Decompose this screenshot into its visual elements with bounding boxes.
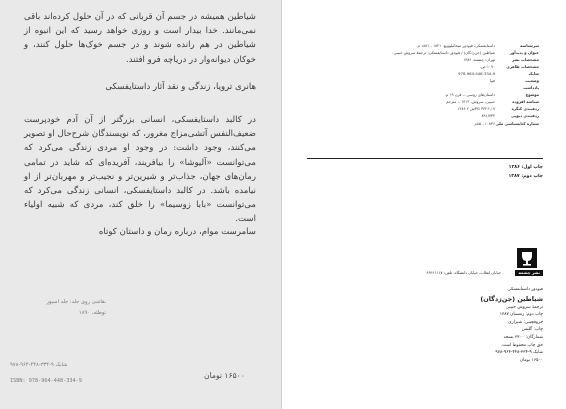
- colophon-translator: ترجمهٔ سروش حبیبی: [505, 304, 543, 310]
- cip-label: مشخصات نشر: [512, 57, 539, 63]
- cip-label: ردهبندی کنگره: [511, 106, 539, 112]
- colophon-printing: چاپ: گلشن: [521, 327, 543, 333]
- cip-row: [307, 77, 539, 84]
- cip-row: [307, 91, 539, 98]
- cip-row: [307, 56, 539, 63]
- publisher-logo-icon: [517, 248, 537, 268]
- cip-label: شابک: [528, 71, 539, 77]
- quote-1-source: هانری ترویا، زندگی و نقد آثار داستایفسکی: [105, 82, 256, 92]
- colophon-price: ۱۶۵۰۰ تومان: [519, 357, 543, 363]
- colophon-run: شمارگان: ۳۳۰۰ نسخه: [503, 334, 543, 340]
- cip-row: [307, 120, 539, 127]
- cover-price: ۱۶۵۰۰ تومان: [204, 371, 245, 380]
- cip-row: [307, 112, 539, 119]
- cip-value: تهران: چشمه، ۱۳۸۶: [463, 57, 495, 63]
- publisher-name: نشر چشمه: [515, 270, 543, 276]
- cover-design-credit: نقاشی روی جلد: جلد اسپور: [46, 299, 106, 305]
- cover-design-year: توطئه، ۱۸۹۰: [78, 310, 106, 316]
- cip-value: PG ۳۳۲۶ / ۷ش ۲ ۱۳۸۶: [457, 106, 495, 112]
- colophon-rights: حق چاپ محفوظ است.: [500, 342, 543, 348]
- cip-value: حبیبی، سروش، ۱۳۱۲ -، مترجم: [446, 99, 495, 105]
- cip-label: وضعیت: [525, 78, 539, 84]
- cip-value: شیاطین (جن‌زدگان) / فیودور داستایفسکی؛ ترجمهٔ سروش حبیبی.: [392, 50, 495, 56]
- cip-label: موضوع: [525, 92, 539, 98]
- isbn-persian: شابک ۹-۳۳۴-۴۴۸-۹۶۴-۹۷۸: [10, 362, 68, 368]
- second-edition-line: چاپ دوم: ۱۳۸۷: [508, 174, 543, 179]
- cip-value: فیپا: [489, 78, 495, 84]
- cip-value: داستایفسکی، فیودور میخائیلوویچ، ۱۸۲۱ - ۱۸۸۱ م.: [416, 43, 495, 48]
- cataloging-in-publication-table: [307, 42, 539, 127]
- colophon-author: فیودور داستایفسکی: [507, 287, 543, 292]
- cip-row: [307, 98, 539, 105]
- cip-row: [307, 49, 539, 56]
- cip-value: ۱۰۸۳۶ - ۸۵م: [474, 120, 495, 126]
- cip-row: [307, 70, 539, 77]
- cip-row: [307, 105, 539, 112]
- first-edition-line: چاپ اول: ۱۳۸۶: [508, 165, 543, 170]
- cip-label: سرشناسه: [520, 43, 539, 48]
- cip-value: ۸۹۱/۷۳۳: [481, 113, 495, 119]
- cip-row: [307, 42, 539, 49]
- publisher-address: خیابان انقلاب، خیابان دانشگاه. تلفن: ۶۶۴۶۱۱۱۷: [426, 270, 501, 275]
- quote-2-source: سامرست موام، درباره رمان و داستان کوتاه: [98, 227, 256, 237]
- colophon-print-date: چاپ دوم: زمستان ۱۳۸۷: [499, 312, 543, 318]
- publisher-bar: [307, 270, 543, 276]
- isbn-latin: ISBN: 978-964-448-334-9: [10, 378, 82, 384]
- cip-label: مشخصات ظاهری: [506, 64, 539, 70]
- cip-label: ردهبندی دیویی: [511, 113, 539, 119]
- cip-label: یادداشت: [523, 85, 539, 91]
- back-cover-page: [0, 0, 282, 409]
- colophon-typesetting: حروفچینی: شیرازی: [508, 319, 543, 325]
- quote-paragraph-2: در کالبد داستایفسکی، انسانی بزرگتر از آن آدم خودپرست ضعیف‌النفس آتشی‌مزاج مغرور، که نویسندگان شرح‌حال او تصویر می‌کنند، وجود داشت: در وجود او مردی زندگی می‌کرد که می‌توانست «آلیوشا» را بیافریند، آفریده‌ای که شاید در تمامی رمان‌های جهان، جذاب‌تر و شیرین‌تر و نجیب‌تر و مهربان‌تر از او نیامده باشد. در کالبد داستایفسکی، انسانی زندگی می‌کرد که می‌توانست «بابا زوسیما» را خلق کند، مردی که شبیه اولیاء است.: [24, 115, 256, 225]
- cip-divider: [307, 158, 543, 159]
- cip-value: 978-964-448-334-9: [458, 71, 495, 77]
- colophon-title: شیاطین (جن‌زدگان): [480, 294, 543, 303]
- cip-value: [307, 84, 495, 91]
- cip-label: عنوان و پدیدآور: [509, 50, 539, 56]
- copyright-page: [285, 0, 566, 409]
- cip-row: [307, 84, 539, 91]
- colophon: [307, 286, 543, 364]
- colophon-isbn: شابک ۹-۳۳۴-۴۴۸-۹۶۴-۹۷۸: [495, 350, 543, 356]
- cip-label: شناسه افزوده: [512, 99, 539, 105]
- quote-paragraph-1: شیاطین همیشه در جسم آن قربانی که در آن حلول کرده‌اند باقی نمی‌مانند. خدا بیدار است و روزی خواهد رسید که این انبوه از شیاطین در هم رانده شوند و در جسم خوک‌ها حلول کنند، و خوکان دیوانه‌وار در دریاچه فرو افتند.: [24, 12, 256, 65]
- cip-value: داستان‌های روسی -- قرن ۱۹ م.: [444, 92, 495, 98]
- cip-row: [307, 63, 539, 70]
- cip-label: شماره کتابشناسی ملی: [495, 120, 539, 126]
- cip-value: ۱۰۹۰ ص.: [479, 64, 495, 70]
